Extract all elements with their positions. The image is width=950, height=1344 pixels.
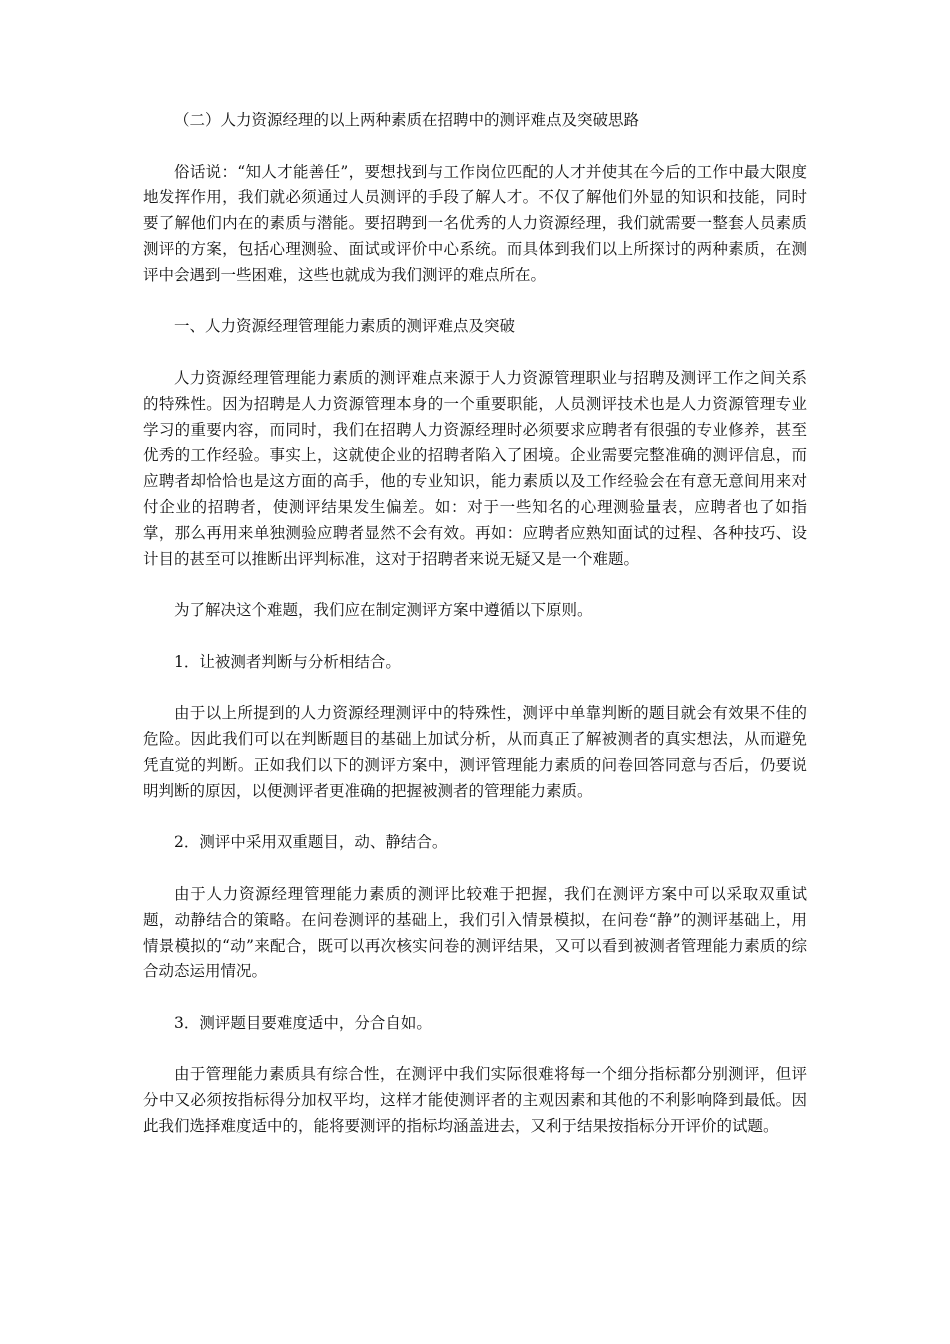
principle-2-body: 由于人力资源经理管理能力素质的测评比较难于把握，我们在测评方案中可以采取双重试题，动静结合的策略。在问卷测评的基础上，我们引入情景模拟，在问卷“静”的测评基础上，用情景模拟的“动”来配合，既可以再次核实问卷的测评结果，又可以看到被测者管理能力素质的综合动态运用情况。 [143,884,807,981]
document-body [143,108,807,1166]
principle-3-body: 由于管理能力素质具有综合性，在测评中我们实际很难将每一个细分指标都分别测评，但评分中又必须按指标得分加权平均，这样才能使测评者的主观因素和其他的不利影响降到最低。因此我们选择难度适中的，能将要测评的指标均涵盖进去，又利于结果按指标分开评价的试题。 [143,1065,807,1136]
subsection-title: 一、人力资源经理管理能力素质的测评难点及突破 [174,317,516,336]
difficulty-paragraph: 人力资源经理管理能力素质的测评难点来源于人力资源管理职业与招聘及测评工作之间关系的特殊性。因为招聘是人力资源管理本身的一个重要职能，人员测评技术也是人力资源管理专业学习的重要内容，而同时，我们在招聘人力资源经理时必须要求应聘者有很强的专业修养，甚至优秀的工作经验。事实上，这就使企业的招聘者陷入了困境。企业需要完整准确的测评信息，而应聘者却恰恰也是这方面的高手，他的专业知识，能力素质以及工作经验会在有意无意间用来对付企业的招聘者，使测评结果发生偏差。如：对于一些知名的心理测验量表，应聘者也了如指掌，那么再用来单独测验应聘者显然不会有效。再如：应聘者应熟知面试的过程、各种技巧、设计目的甚至可以推断出评判标准，这对于招聘者来说无疑又是一个难题。 [143,368,807,568]
section-title: （二）人力资源经理的以上两种素质在招聘中的测评难点及突破思路 [174,111,640,129]
principle-1-title: 1．让被测者判断与分析相结合。 [174,652,401,671]
intro-paragraph: 俗话说：“知人才能善任”，要想找到与工作岗位匹配的人才并使其在今后的工作中最大限度地发挥作用，我们就必须通过人员测评的手段了解人才。不仅了解他们外显的知识和技能，同时要了解他们内在的素质与潜能。要招聘到一名优秀的人力资源经理，我们就需要一整套人员素质测评的方案，包括心理测验、面试或评价中心系统。而具体到我们以上所探讨的两种素质，在测评中会遇到一些困难，这些也就成为我们测评的难点所在。 [143,162,807,284]
principles-intro: 为了解决这个难题，我们应在制定测评方案中遵循以下原则。 [174,601,593,620]
principle-1-body: 由于以上所提到的人力资源经理测评中的特殊性，测评中单靠判断的题目就会有效果不佳的危险。因此我们可以在判断题目的基础上加试分析，从而真正了解被测者的真实想法，从而避免凭直觉的判断。正如我们以下的测评方案中，测评管理能力素质的问卷回答同意与否后，仍要说明判断的原因，以便测评者更准确的把握被测者的管理能力素质。 [143,704,807,800]
principle-2-title: 2．测评中采用双重题目，动、静结合。 [174,833,448,852]
principle-3-title: 3．测评题目要难度适中，分合自如。 [174,1013,432,1032]
